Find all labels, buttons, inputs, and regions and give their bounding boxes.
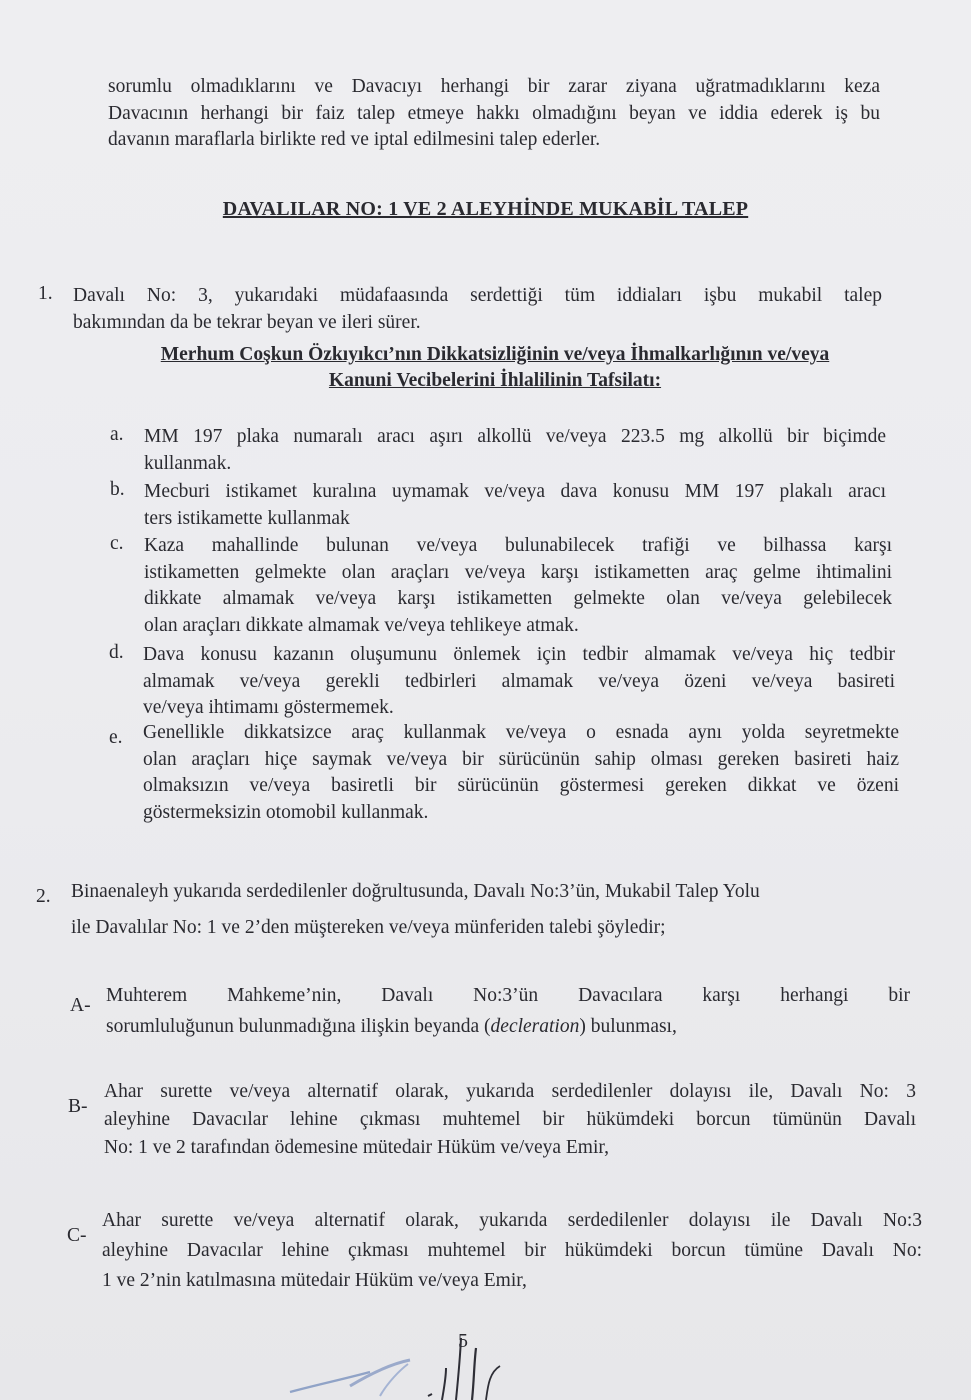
subitem-line: istikametten gelmekte olan araçları ve/veya karşı istikametten araç gelme ihtimalini xyxy=(144,561,892,583)
subitem-line: olmaksızın ve/veya basiretli bir sürücünün göstermesi gereken dikkat ve özeni xyxy=(143,775,899,796)
subitem-line: ters istikamette kullanmak xyxy=(144,507,350,529)
details-subtitle-line-1: Merhum Coşkun Özkıyıkcı’nın Dikkatsizliğinin ve/veya İhmalkarlığının ve/veya xyxy=(160,344,830,365)
claim-a-text-italic: decleration xyxy=(490,1016,580,1037)
claim-line: Ahar surette ve/veya alternatif olarak, yukarıda serdedilenler dolayısı ile, Davalı No: 3 xyxy=(104,1081,916,1102)
subitem-line: olan araçları dikkate almamak ve/veya tehlikeye atmak. xyxy=(144,614,579,636)
claim-c-text xyxy=(102,1206,922,1296)
subitem-line: Kaza mahallinde bulunan ve/veya bulunabilecek trafiği ve bilhassa karşı xyxy=(144,535,892,556)
claim-a-text-post: ) bulunması, xyxy=(579,1016,677,1037)
item-1-line: Davalı No: 3, yukarıdaki müdafaasında serdettiği tüm iddiaları işbu mukabil talep xyxy=(73,285,882,306)
item-2-line: Binaenaleyh yukarıda serdedilenler doğrultusunda, Davalı No:3’ün, Mukabil Talep Yolu xyxy=(71,881,760,902)
intro-paragraph xyxy=(108,74,880,154)
details-subtitle-line-2: Kanuni Vecibelerini İhlalilinin Tafsilatı: xyxy=(328,370,662,391)
section-title: DAVALILAR NO: 1 VE 2 ALEYHİNDE MUKABİL TALEP xyxy=(222,198,749,220)
subitem-d-text xyxy=(143,642,895,722)
subitem-line: MM 197 plaka numaralı aracı aşırı alkollü ve/veya 223.5 mg alkollü bir biçimde xyxy=(144,426,886,447)
claim-c-letter: C- xyxy=(67,1225,87,1246)
intro-line: davanın maraflarla birlikte red ve iptal edilmesini talep ederler. xyxy=(108,129,601,150)
subitem-c-letter: c. xyxy=(110,533,124,554)
subitem-line: Mecburi istikamet kuralına uymamak ve/veya dava konusu MM 197 plakalı aracı xyxy=(144,481,886,502)
subitem-line: ve/veya ihtimamı göstermemek. xyxy=(143,697,394,718)
intro-line: Davacının herhangi bir faiz talep etmeye hakkı olmadığını beyan ve iddia ederek iş bu xyxy=(108,102,880,124)
subitem-line: dikkate almamak ve/veya karşı istikametten gelmekte olan ve/veya gelebilecek xyxy=(144,588,892,609)
claim-line: Ahar surette ve/veya alternatif olarak, yukarıda serdedilenler dolayısı ile Davalı No:3 xyxy=(102,1210,922,1231)
subitem-a-letter: a. xyxy=(110,424,124,445)
item-1-paragraph xyxy=(73,283,882,336)
subitem-line: Genellikle dikkatsizce araç kullanmak ve/veya o esnada aynı yolda seyretmekte xyxy=(143,722,899,743)
subitem-line: kullanmak. xyxy=(144,452,232,474)
subitem-b-letter: b. xyxy=(110,479,125,500)
item-1-number: 1. xyxy=(38,283,53,304)
claim-line: aleyhine Davacılar lehine çıkması muhtemel bir hükümdeki borcun tümüne Davalı No: xyxy=(102,1240,922,1261)
details-subtitle xyxy=(100,342,890,394)
item-2-number: 2. xyxy=(36,886,51,907)
subitem-line: olan araçları hiçe saymak ve/veya bir sürücünün sahip olması gereken basireti haiz xyxy=(143,748,899,770)
subitem-line: almamak ve/veya gerekli tedbirleri almamak ve/veya özeni ve/veya basireti xyxy=(143,670,895,692)
item-2-line: ile Davalılar No: 1 ve 2’den müştereken ve/veya münferiden talebi şöyledir; xyxy=(71,917,666,938)
claim-b-letter: B- xyxy=(68,1096,88,1117)
intro-line: sorumlu olmadıklarını ve Davacıyı herhangi bir zarar ziyana uğratmadıklarını keza xyxy=(108,76,880,97)
handwritten-signature-icon xyxy=(260,1320,680,1400)
page-footer xyxy=(260,1320,680,1400)
subitem-line: Dava konusu kazanın oluşumunu önlemek için tedbir almamak ve/veya hiç tedbir xyxy=(143,644,895,665)
page-number: 5 xyxy=(458,1330,468,1352)
subitem-c-text xyxy=(144,533,892,639)
subitem-e-letter: e. xyxy=(109,727,123,748)
item-1-line: bakımından da be tekrar beyan ve ileri sürer. xyxy=(73,311,421,333)
subitem-e-text xyxy=(143,720,899,826)
claim-line: No: 1 ve 2 tarafından ödemesine mütedair Hüküm ve/veya Emir, xyxy=(104,1137,609,1158)
item-2-paragraph xyxy=(71,874,907,946)
claim-a-line-1: Muhterem Mahkeme’nin, Davalı No:3’ün Davacılara karşı herhangi bir xyxy=(106,985,910,1006)
claim-a-letter: A- xyxy=(70,995,91,1016)
subitem-d-letter: d. xyxy=(109,642,124,663)
claim-line: aleyhine Davacılar lehine çıkması muhtemel bir hükümdeki borcun tümünün Davalı xyxy=(104,1109,916,1130)
subitem-line: göstermeksizin otomobil kullanmak. xyxy=(143,801,429,823)
claim-a-text-pre: sorumluluğunun bulunmadığına ilişkin beyanda ( xyxy=(106,1016,491,1037)
subitem-b-text xyxy=(144,479,886,532)
claim-a-line-2 xyxy=(106,1011,910,1042)
subitem-a-text xyxy=(144,424,886,477)
claim-line: 1 ve 2’nin katılmasına mütedair Hüküm ve/veya Emir, xyxy=(102,1270,527,1291)
claim-b-text xyxy=(104,1078,916,1162)
claim-a-text xyxy=(106,980,910,1042)
